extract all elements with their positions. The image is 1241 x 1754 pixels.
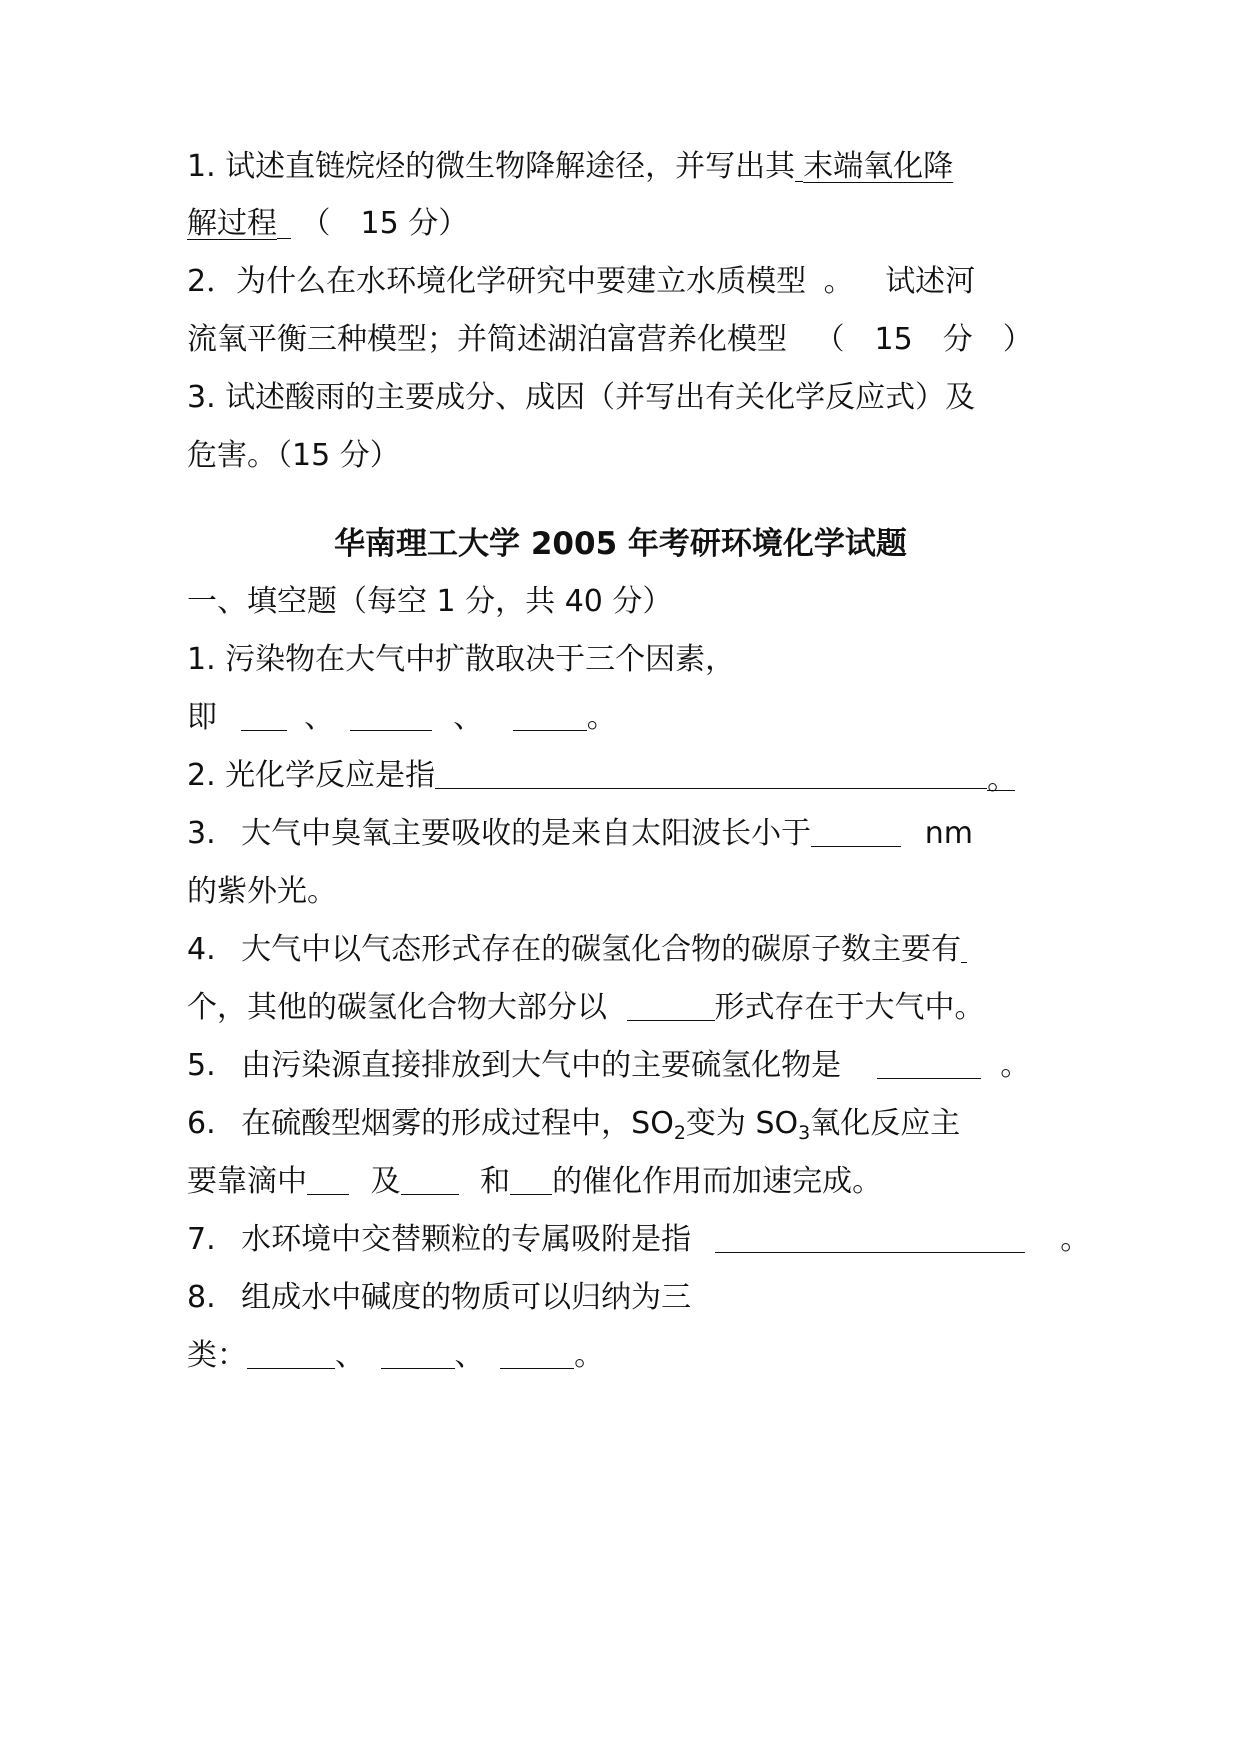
q8-blank-1[interactable]	[247, 1338, 335, 1369]
prev-q2-line2-text: 流氧平衡三种模型；并简述湖泊富营养化模型	[187, 322, 787, 357]
q7-line	[187, 1220, 1090, 1260]
q8-blank-3[interactable]	[500, 1338, 574, 1369]
q6-number: 6.	[187, 1106, 216, 1141]
q2-period: 。	[987, 762, 1018, 797]
q1-line2	[187, 698, 617, 738]
prev-q1-score: （ 15 分）	[300, 206, 469, 241]
prev-q2-text-c: 试述河	[885, 264, 976, 299]
q8-prefix: 类：	[187, 1338, 247, 1373]
q3-line2: 的紫外光。	[187, 874, 337, 909]
q6-line2-c: 和	[480, 1164, 511, 1199]
exam-title: 华南理工大学 2005 年考研环境化学试题	[334, 526, 907, 562]
q3-text: 大气中臭氧主要吸收的是来自太阳波长小于	[241, 816, 812, 851]
q5-period: 。	[1000, 1048, 1031, 1083]
q4-line1	[187, 930, 967, 970]
q8-separator: 、	[454, 1338, 485, 1373]
q6-subscript-3: 3	[798, 1122, 811, 1144]
q4-line2	[187, 988, 985, 1028]
q2-blank[interactable]	[435, 758, 987, 789]
q4-line2-text-a: 个，其他的碳氢化合物大部分以	[187, 990, 607, 1025]
q6-line2-b: 及	[370, 1164, 401, 1199]
q6-text-a: 在硫酸型烟雾的形成过程中，SO	[241, 1106, 674, 1141]
underline-gap	[277, 208, 291, 239]
q5-blank[interactable]	[877, 1048, 981, 1079]
q3-line1	[187, 814, 973, 854]
q3-blank[interactable]	[811, 816, 901, 847]
q4-text: 大气中以气态形式存在的碳氢化合物的碳原子数主要有	[241, 932, 962, 967]
prev-q2-line2	[187, 320, 1033, 360]
prev-q1-line1	[187, 147, 953, 187]
q8-separator: 、	[335, 1338, 365, 1373]
q5-line	[187, 1046, 1030, 1086]
q8-blank-2[interactable]	[381, 1338, 455, 1369]
prev-q2-text-a: 2．为什么在水环境化学研究中要建立水质模型	[187, 264, 807, 299]
q6-line2	[187, 1162, 882, 1202]
prev-q3-line2: 危害。（15 分）	[187, 438, 400, 473]
q1-blank-1[interactable]	[241, 700, 287, 731]
q4-blank-1[interactable]	[961, 932, 967, 963]
q7-blank[interactable]	[715, 1222, 1025, 1253]
q8-line1	[187, 1278, 691, 1318]
q3-unit: nm	[924, 816, 973, 851]
prev-q1-underlined-b: 解过程	[187, 206, 277, 241]
section-header: 一、填空题（每空 1 分，共 40 分）	[187, 584, 673, 619]
q2-text: 2. 光化学反应是指	[187, 758, 436, 793]
q6-subscript-2: 2	[673, 1122, 686, 1144]
q6-blank-1[interactable]	[307, 1164, 349, 1195]
q7-number: 7.	[187, 1222, 216, 1257]
q1-blank-2[interactable]	[350, 700, 432, 731]
q3-number: 3.	[187, 816, 216, 851]
q6-line2-a: 要靠滴中	[187, 1164, 307, 1199]
q5-number: 5.	[187, 1048, 216, 1083]
prev-q1-number: 1.	[187, 149, 216, 184]
prev-q1-underlined-a: 末端氧化降	[803, 149, 954, 184]
q8-line2	[187, 1336, 604, 1376]
q1-separator: 、	[304, 700, 335, 735]
q4-blank-2[interactable]	[627, 990, 715, 1021]
q5-text: 由污染源直接排放到大气中的主要硫氢化物是	[241, 1048, 842, 1083]
q4-line2-text-b: 形式存在于大气中。	[714, 990, 985, 1025]
underline-gap	[795, 151, 803, 182]
q4-number: 4.	[187, 932, 216, 967]
q1-separator: 、	[453, 700, 484, 735]
q6-blank-2[interactable]	[401, 1164, 459, 1195]
q6-text-c: 氧化反应主	[810, 1106, 961, 1141]
q8-text: 组成水中碱度的物质可以归纳为三	[241, 1280, 692, 1315]
q6-line1	[187, 1104, 960, 1144]
prev-q2-period: 。	[823, 264, 854, 299]
q8-period: 。	[574, 1338, 605, 1373]
prev-q1-text: 试述直链烷烃的微生物降解途径，并写出其	[225, 149, 796, 184]
q7-text: 水环境中交替颗粒的专属吸附是指	[241, 1222, 692, 1257]
prev-q2-score: （ 15 分 ）	[814, 322, 1033, 357]
q6-blank-3[interactable]	[510, 1164, 552, 1195]
q2-line	[187, 756, 1018, 797]
q7-period: 。	[1060, 1222, 1091, 1257]
q1-blank-3[interactable]	[513, 700, 587, 731]
prev-q3-line1: 3. 试述酸雨的主要成分、成因（并写出有关化学反应式）及	[187, 380, 976, 415]
q1-line1: 1. 污染物在大气中扩散取决于三个因素，	[187, 642, 736, 677]
prev-q2-line1	[187, 262, 975, 302]
q6-text-b: 变为 SO	[685, 1106, 799, 1141]
q8-number: 8.	[187, 1280, 216, 1315]
q1-period: 。	[586, 700, 617, 735]
prev-q1-line2	[187, 204, 468, 244]
q1-prefix: 即	[187, 700, 217, 735]
q6-line2-d: 的催化作用而加速完成。	[552, 1164, 883, 1199]
